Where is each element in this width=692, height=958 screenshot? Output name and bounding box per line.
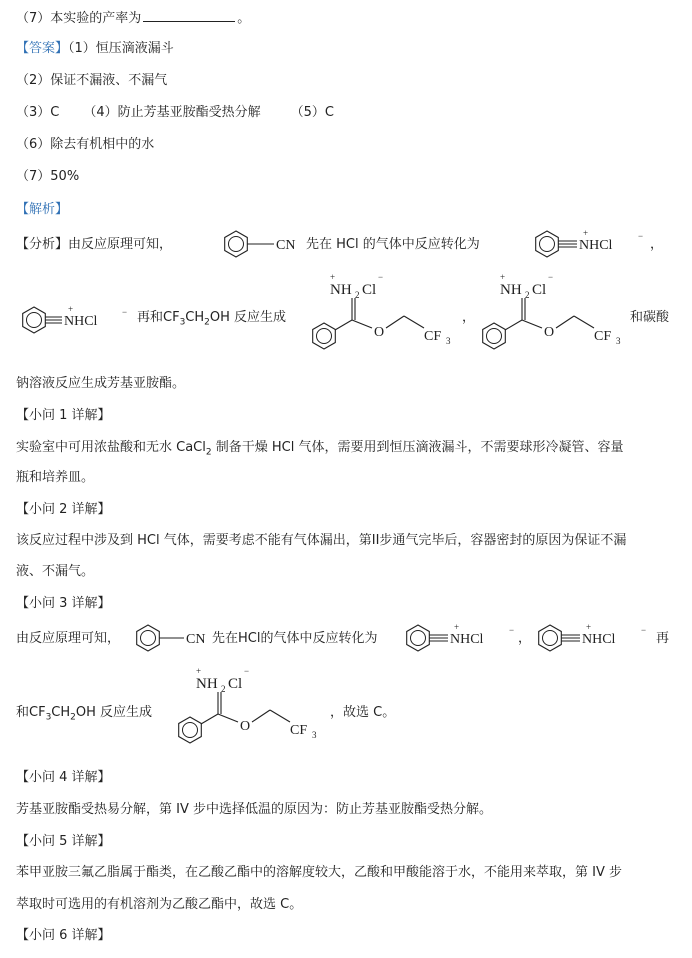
section-4-head: 【小问 4 详解】 — [16, 770, 111, 785]
imidoyl-chloride-structure-s3 — [398, 620, 528, 656]
svg-text:+: + — [68, 304, 74, 314]
svg-text:3: 3 — [446, 336, 451, 346]
section-3-text-1a: 由反应原理可知， — [16, 631, 121, 646]
svg-text:−: − — [548, 272, 554, 282]
benzonitrile-structure-s3 — [128, 620, 214, 656]
analysis-text-2e: 和碳酸 — [630, 310, 670, 325]
section-1-head: 【小问 1 详解】 — [16, 408, 111, 423]
section-5-head: 【小问 5 详解】 — [16, 834, 111, 849]
svg-text:+: + — [586, 622, 592, 632]
svg-text:NHCl: NHCl — [582, 632, 616, 647]
analysis-text-1a: 【分析】由反应原理可知， — [16, 237, 173, 252]
section-1-line-1: 实验室中可用浓盐酸和无水 CaCl$_2$ 制备干燥 HCl 气体，需要用到恒压滴液漏斗，不需要球形冷凝管、容量 — [16, 440, 624, 458]
svg-text:NH: NH — [330, 282, 352, 298]
aryl-imidate-structure-1 — [300, 272, 468, 364]
aryl-imidate-structure-s3 — [166, 666, 334, 758]
section-6-head: 【小问 6 详解】 — [16, 928, 111, 943]
svg-text:−: − — [122, 307, 128, 317]
section-3-text-1c: ， — [518, 631, 532, 646]
section-1-line-2: 瓶和培养皿。 — [16, 470, 95, 485]
imidoyl-chloride-structure-2 — [14, 302, 136, 338]
svg-text:NHCl: NHCl — [450, 632, 484, 647]
imidoyl-chloride-structure — [527, 226, 657, 262]
section-3-text-2a: 和$CF_3CH_2OH$ 反应生成 — [16, 705, 153, 723]
svg-text:O: O — [240, 719, 251, 734]
svg-text:2: 2 — [355, 290, 360, 300]
imidoyl-chloride-structure-s3b — [530, 620, 660, 656]
svg-text:+: + — [454, 622, 460, 632]
question-7: （7）本实验的产率为 。 — [16, 8, 250, 28]
svg-text:−: − — [378, 272, 384, 282]
svg-text:+: + — [583, 228, 589, 238]
svg-text:3: 3 — [616, 336, 621, 346]
svg-text:O: O — [374, 325, 385, 340]
analysis-text-2a: 再和$CF_3CH_2OH$ 反应生成 — [137, 310, 287, 328]
svg-text:+: + — [500, 272, 506, 282]
svg-text:CF: CF — [594, 329, 612, 344]
svg-text:−: − — [244, 666, 250, 676]
answer-line-3: （3）C （4）防止芳基亚胺酯受热分解 （5）C — [16, 105, 334, 120]
section-5-line-1: 苯甲亚胺三氟乙脂属于酯类，在乙酸乙酯中的溶解度较大，乙酸和甲酸能溶于水，不能用来萃取，第 IV 步 — [16, 865, 622, 880]
benzonitrile-structure — [214, 226, 304, 262]
svg-text:2: 2 — [525, 290, 530, 300]
answer-line-1: 【答案】（1）恒压滴液漏斗 — [16, 41, 174, 56]
section-3-text-1d: 再 — [656, 631, 670, 646]
svg-text:CN: CN — [186, 632, 206, 647]
svg-text:O: O — [544, 325, 555, 340]
svg-text:NH: NH — [196, 676, 218, 692]
analysis-text-3: 钠溶液反应生成芳基亚胺酯。 — [16, 376, 186, 391]
svg-text:CN: CN — [276, 238, 296, 253]
section-3-text-1b: 先在HCl的气体中反应转化为 — [212, 631, 378, 646]
svg-text:2: 2 — [221, 684, 226, 694]
svg-text:−: − — [638, 231, 644, 241]
svg-text:NH: NH — [500, 282, 522, 298]
svg-text:Cl: Cl — [362, 282, 377, 298]
analysis-tag: 【解析】 — [16, 202, 69, 217]
analysis-text-1c: ， — [650, 237, 664, 252]
section-2-head: 【小问 2 详解】 — [16, 502, 111, 517]
svg-text:Cl: Cl — [228, 676, 243, 692]
section-4-line-1: 芳基亚胺酯受热易分解，第 IV 步中选择低温的原因为：防止芳基亚胺酯受热分解。 — [16, 802, 492, 817]
svg-text:+: + — [330, 272, 336, 282]
answer-line-7: （7）50% — [16, 169, 80, 184]
answer-line-2: （2）保证不漏液、不漏气 — [16, 73, 168, 88]
aryl-imidate-structure-2 — [470, 272, 638, 364]
svg-text:−: − — [509, 625, 515, 635]
svg-text:NHCl: NHCl — [579, 238, 613, 253]
svg-text:+: + — [196, 666, 202, 676]
svg-text:3: 3 — [312, 730, 317, 740]
svg-text:CF: CF — [290, 723, 308, 738]
section-2-line-1: 该反应过程中涉及到 HCl 气体，需要考虑不能有气体漏出，第II步通气完毕后，容器密封的原因为保证不漏 — [16, 533, 627, 548]
svg-text:NHCl: NHCl — [64, 314, 98, 329]
svg-text:−: − — [641, 625, 647, 635]
answer-tag: 【答案】 — [16, 41, 69, 56]
svg-text:CF: CF — [424, 329, 442, 344]
svg-text:Cl: Cl — [532, 282, 547, 298]
answer-line-6: （6）除去有机相中的水 — [16, 137, 155, 152]
section-3-head: 【小问 3 详解】 — [16, 596, 111, 611]
section-3-text-2d: ，故选 C。 — [330, 705, 396, 720]
section-2-line-2: 液、不漏气。 — [16, 564, 95, 579]
section-5-line-2: 萃取时可选用的有机溶剂为乙酸乙酯中，故选 C。 — [16, 897, 303, 912]
analysis-text-2d: ， — [462, 310, 476, 325]
answer-blank — [143, 8, 235, 22]
analysis-text-1b: 先在 HCl 的气体中反应转化为 — [306, 237, 480, 252]
